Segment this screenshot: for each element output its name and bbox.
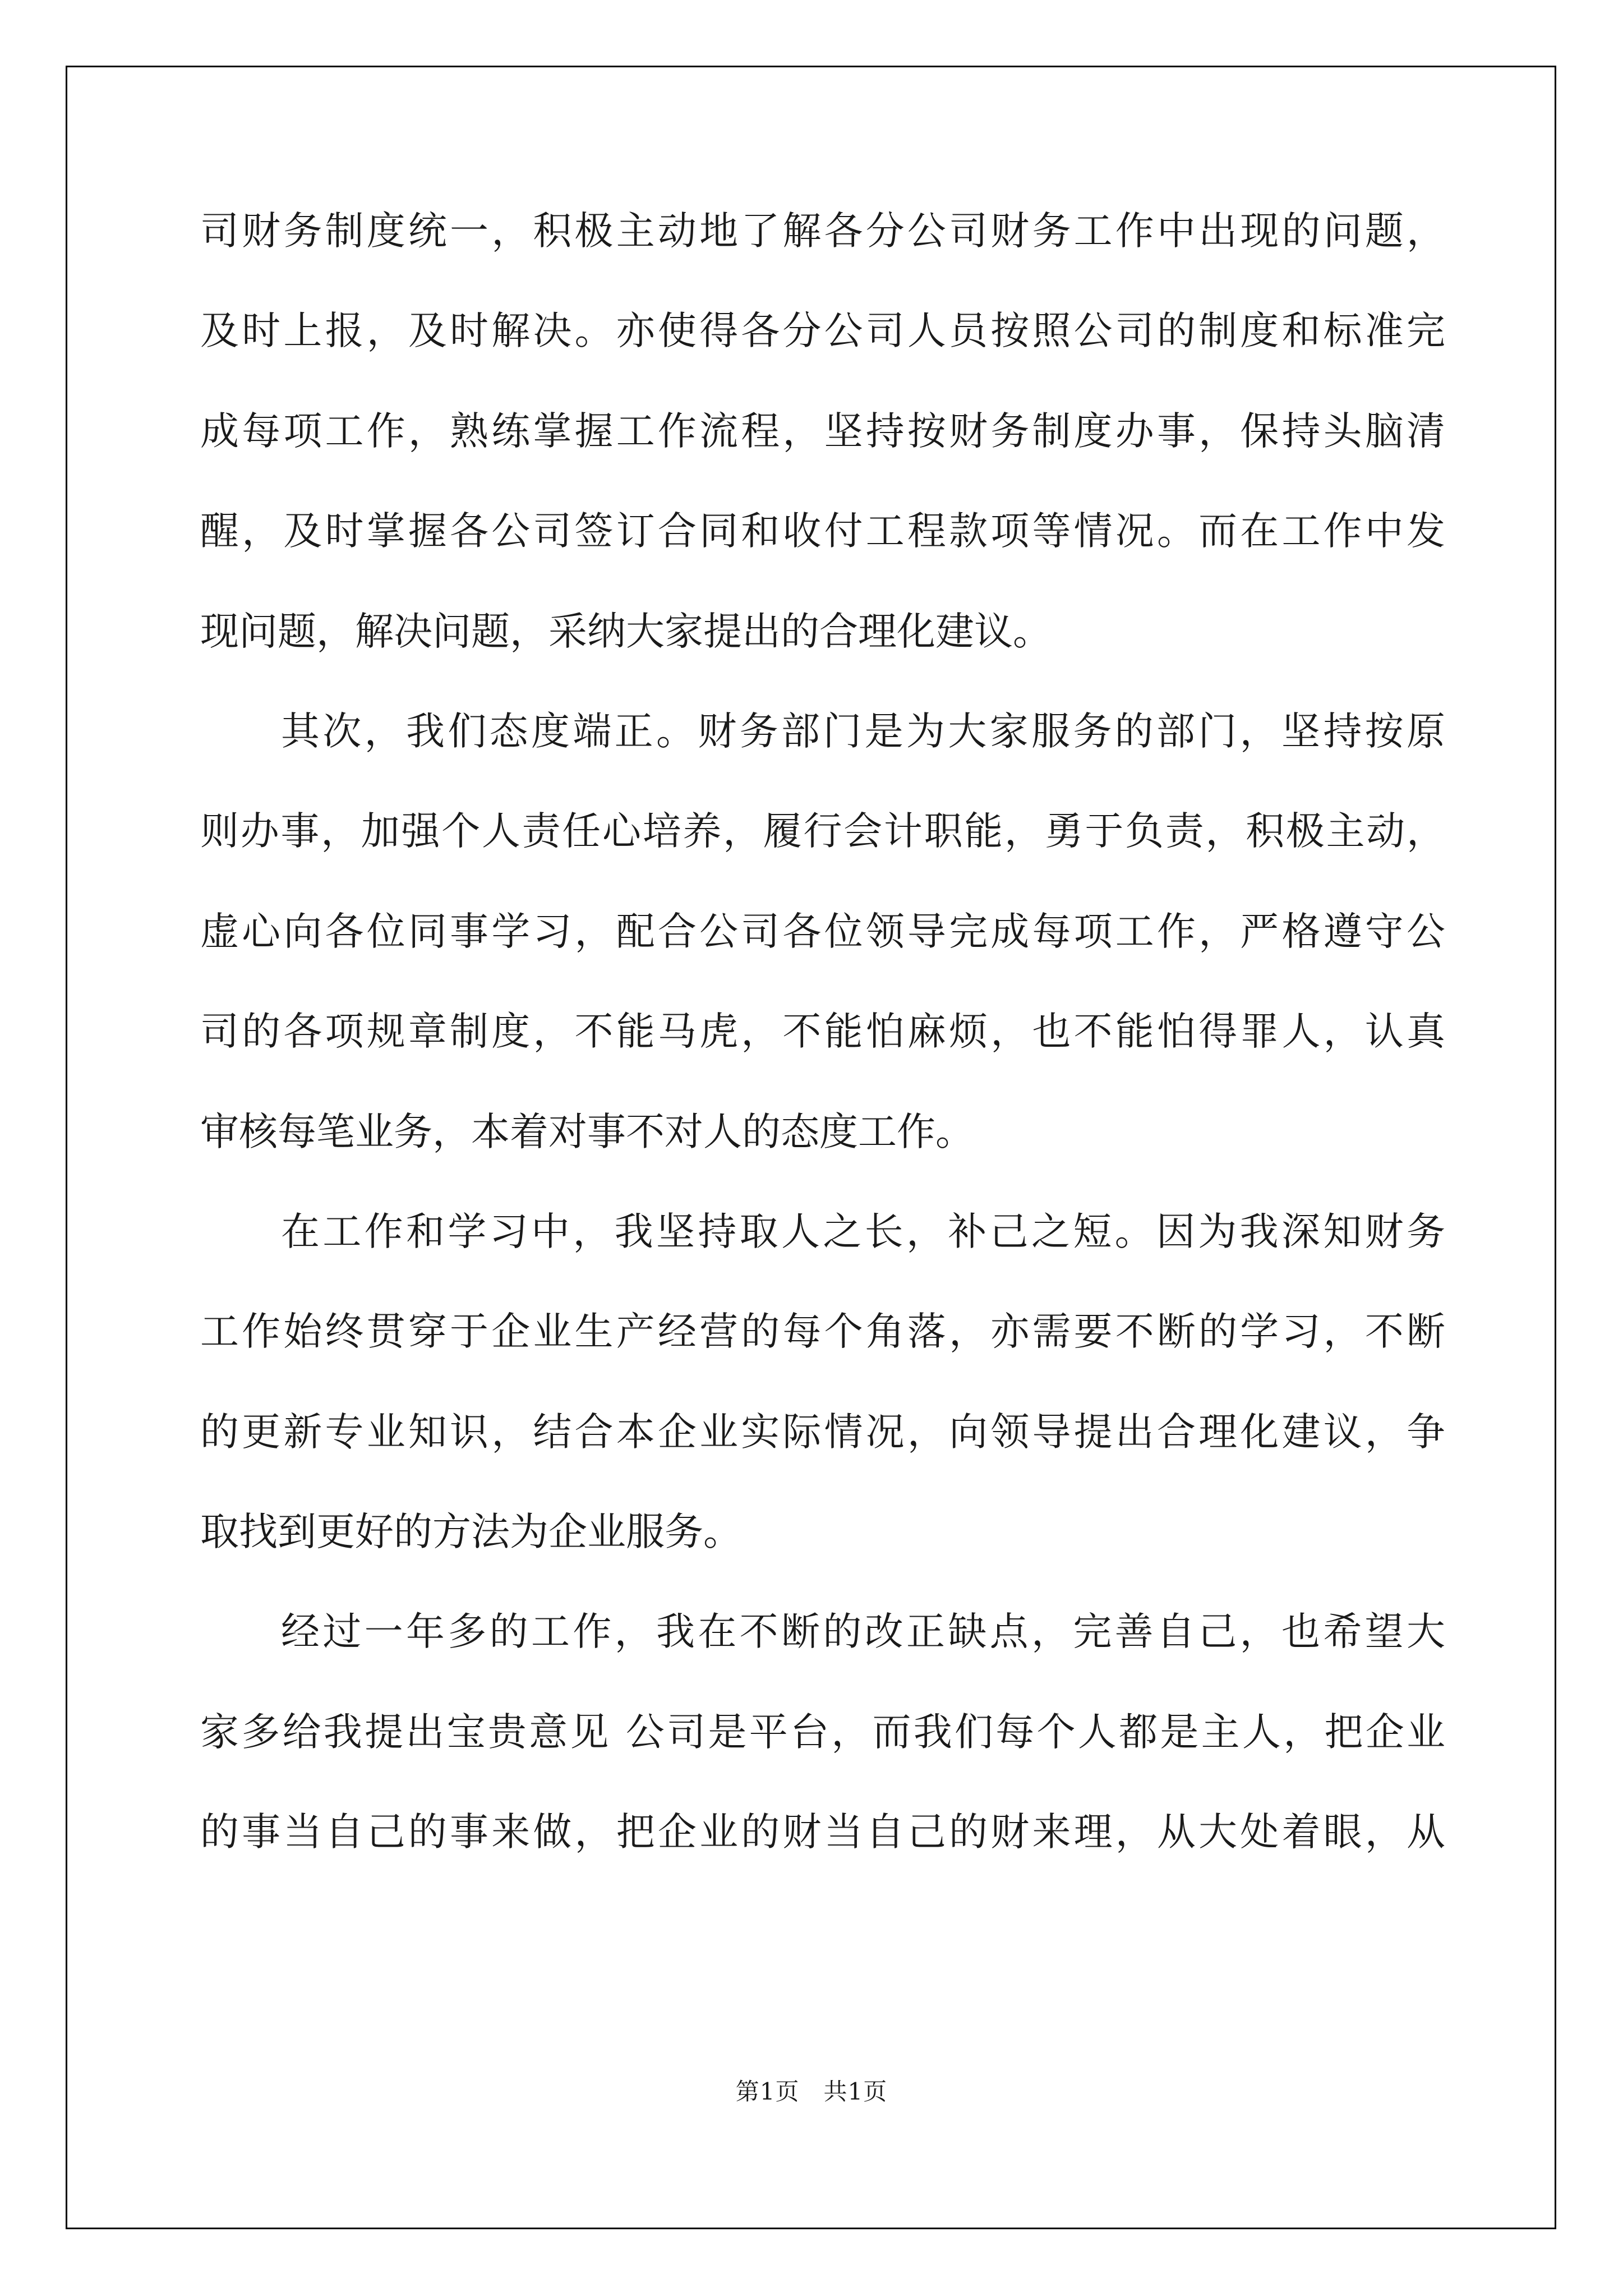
- text-line: 工作始终贯穿于企业生产经营的每个角落，亦需要不断的学习，不断: [200, 1309, 1445, 1355]
- text-line: 及时上报，及时解决。亦使得各分公司人员按照公司的制度和标准完: [200, 309, 1445, 354]
- text-line: 家多给我提出宝贵意见 公司是平台，而我们每个人都是主人，把企业: [200, 1709, 1445, 1755]
- document-body: [200, 202, 1445, 1903]
- text-line: 司的各项规章制度，不能马虎，不能怕麻烦，也不能怕得罪人，认真: [200, 1009, 1445, 1055]
- paragraph-first-line: 其次，我们态度端正。财务部门是为大家服务的部门，坚持按原: [281, 708, 1445, 754]
- text-line: 则办事，加强个人责任心培养，履行会计职能，勇于负责，积极主动，: [200, 809, 1445, 854]
- text-line: 虚心向各位同事学习，配合公司各位领导完成每项工作，严格遵守公: [200, 909, 1445, 954]
- paragraph-first-line: 经过一年多的工作，我在不断的改正缺点，完善自己，也希望大: [281, 1609, 1445, 1655]
- text-line: 成每项工作，熟练掌握工作流程，坚持按财务制度办事，保持头脑清: [200, 408, 1445, 454]
- text-line: 现问题，解决问题，采纳大家提出的合理化建议。: [200, 609, 1052, 654]
- page-footer: [0, 2073, 1623, 2107]
- text-line: 醒，及时掌握各公司签订合同和收付工程款项等情况。而在工作中发: [200, 509, 1445, 554]
- text-line: 的事当自己的事来做，把企业的财当自己的财来理，从大处着眼，从: [200, 1810, 1445, 1855]
- text-line: 的更新专业知识，结合本企业实际情况，向领导提出合理化建议，争: [200, 1409, 1445, 1455]
- text-line: 司财务制度统一，积极主动地了解各分公司财务工作中出现的问题，: [200, 209, 1445, 254]
- page-number: 第1页 共1页: [735, 2078, 888, 2105]
- text-line: 审核每笔业务，本着对事不对人的态度工作。: [200, 1109, 974, 1154]
- text-line: 取找到更好的方法为企业服务。: [200, 1510, 742, 1555]
- paragraph-first-line: 在工作和学习中，我坚持取人之长，补己之短。因为我深知财务: [281, 1209, 1445, 1254]
